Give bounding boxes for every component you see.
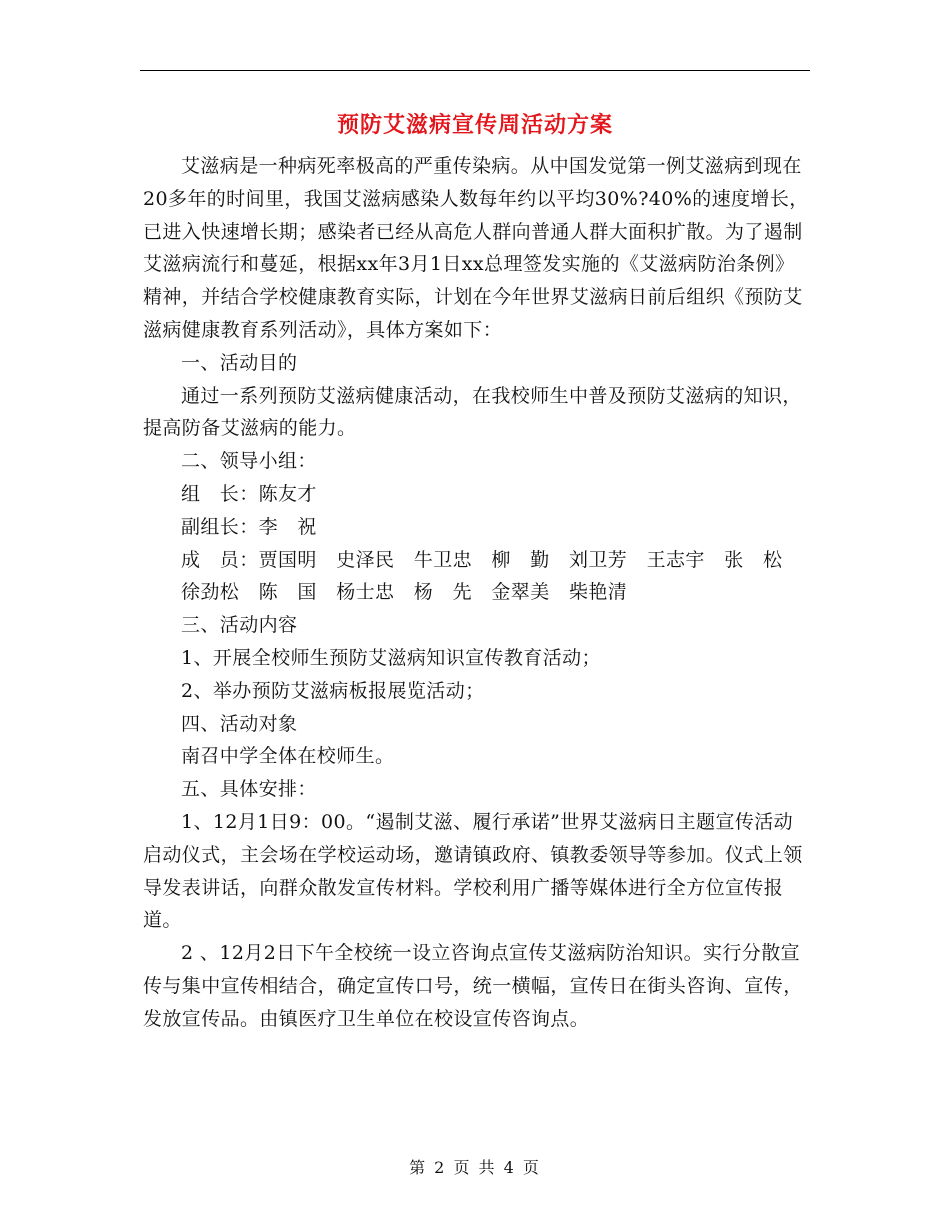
members-line-2: 徐劲松 陈 国 杨士忠 杨 先 金翠美 柴艳清 <box>181 581 628 604</box>
heading-purpose: 一、活动目的 <box>181 351 298 374</box>
leader-line: 组 长：陈友才 <box>181 482 317 505</box>
schedule-item-1: 1、12月1日9：00。“遏制艾滋、履行承诺”世界艾滋病日主题宣传活动启动仪式，主会场在学校运动场，邀请镇政府、镇教委领导等参加。仪式上领导发表讲话，向群众散发宣传材料。学校利用广播等媒体进行全方位宣传报道。 <box>143 810 803 932</box>
heading-schedule: 五、具体安排： <box>181 778 317 801</box>
heading-leadership: 二、领导小组： <box>181 450 317 473</box>
content-item-2: 2、举办预防艾滋病板报展览活动； <box>181 679 485 702</box>
paragraph-purpose: 通过一系列预防艾滋病健康活动，在我校师生中普及预防艾滋病的知识，提高防备艾滋病的能力。 <box>143 384 802 440</box>
deputy-leader-line: 副组长：李 祝 <box>181 515 317 538</box>
members-line-1: 成 员：贾国明 史泽民 牛卫忠 柳 勤 刘卫芳 王志宇 张 松 <box>181 548 783 571</box>
document-body <box>143 150 810 1036</box>
heading-audience: 四、活动对象 <box>181 712 298 735</box>
heading-content: 三、活动内容 <box>181 614 298 637</box>
schedule-item-2: 2 、12月2日下午全校统一设立咨询点宣传艾滋病防治知识。实行分散宣传与集中宣传相结合，确定宣传口号，统一横幅，宣传日在街头咨询、宣传，发放宣传品。由镇医疗卫生单位在校设宣传咨询点。 <box>143 942 803 1030</box>
paragraph-audience: 南召中学全体在校师生。 <box>181 745 395 768</box>
page-number-footer: 第 2 页 共 4 页 <box>409 1158 541 1177</box>
header-rule <box>140 70 810 71</box>
paragraph-intro: 艾滋病是一种病死率极高的严重传染病。从中国发觉第一例艾滋病到现在20多年的时间里，我国艾滋病感染人数每年约以平均30%?40%的速度增长，已进入快速增长期；感染者已经从高危人群向普通人群大面积扩散。为了遏制艾滋病流行和蔓延，根据xx年3月1日xx总理签发实施的《艾滋病防治条例》精神，并结合学校健康教育实际，计划在今年世界艾滋病日前后组织《预防艾滋病健康教育系列活动》，具体方案如下： <box>143 155 809 341</box>
content-item-1: 1、开展全校师生预防艾滋病知识宣传教育活动； <box>181 646 601 669</box>
document-title: 预防艾滋病宣传周活动方案 <box>336 112 613 138</box>
